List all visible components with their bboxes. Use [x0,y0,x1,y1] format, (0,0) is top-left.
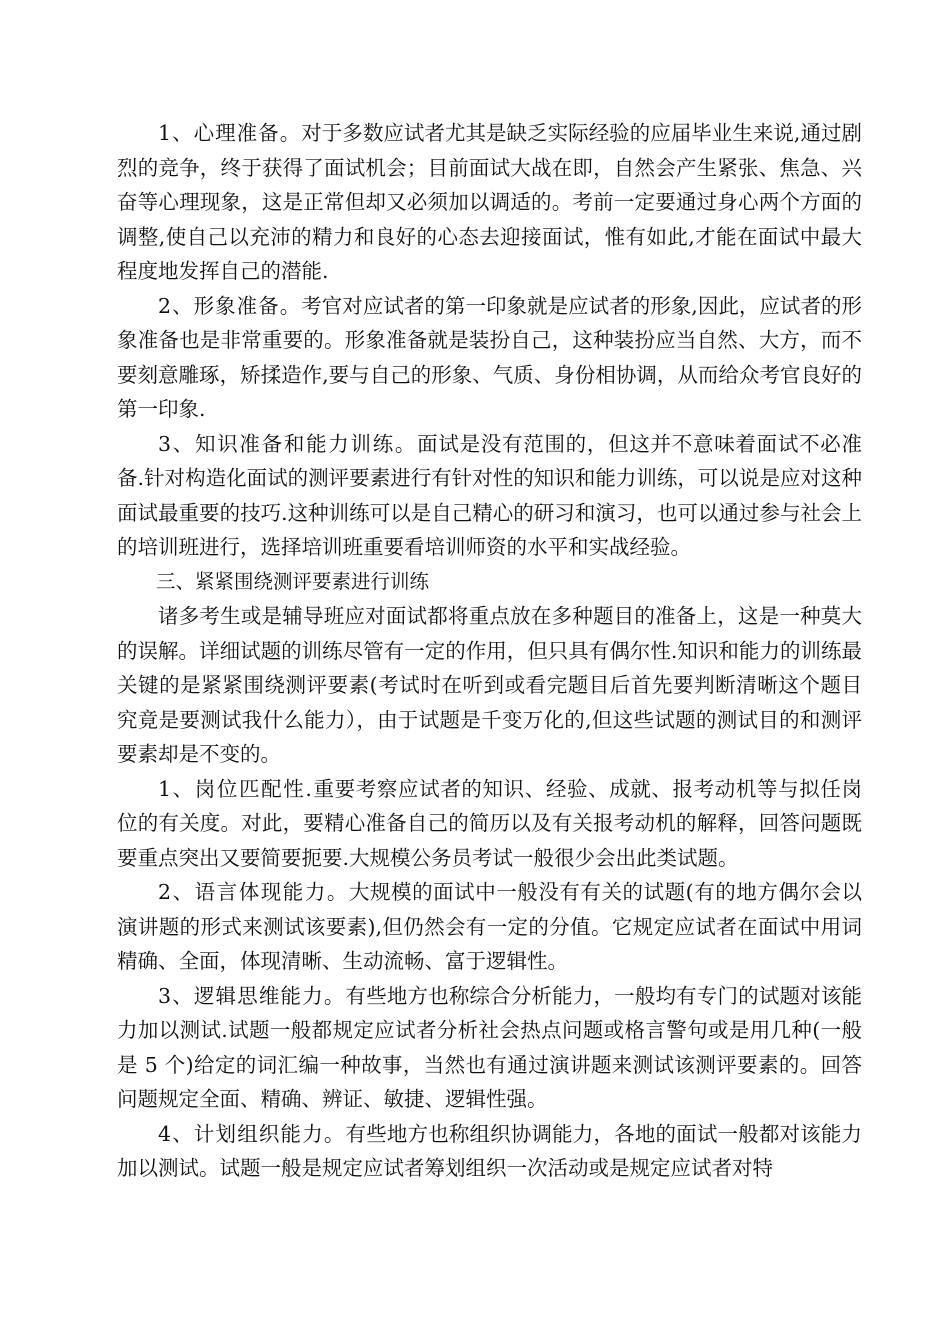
paragraph-language-ability [117,875,862,979]
paragraph-lead: 3、知识准备和能力训练。 [158,431,418,456]
paragraph-text: 有些地方也称组织协调能力，各地的面试一般都对该能力加以测试。试题一般是规定应试者筹划组织一次活动或是规定应试者对特 [117,1121,862,1180]
paragraph-lead: 1、岗位匹配性. [158,776,313,801]
paragraph-section-intro: 诸多考生或是辅导班应对面试都将重点放在多种题目的准备上，这是一种莫大的误解。详细试题的训练尽管有一定的作用，但只具有偶尔性.知识和能力的训练最关键的是紧紧围绕测评要素(考试时在听到或看完题目后首先要判断清晰这个题目究竟是要测试我什么能力），由于试题是千变万化的,但这些试题的测试目的和测评要素却是不变的。 [117,604,862,766]
section-heading: 三、紧紧围绕测评要素进行训练 [156,569,430,593]
paragraph-lead: 1、心理准备。 [158,121,302,145]
paragraph-lead: 2、语言体现能力。 [158,880,349,904]
paragraph-text: 对于多数应试者尤其是缺乏实际经验的应届毕业生来说,通过剧烈的竞争，终于获得了面试机会；目前面试大战在即，自然会产生紧张、焦急、兴奋等心理现象，这是正常但却又必须加以调适的。考前一定要通过身心两个方面的调整,使自己以充沛的精力和良好的心态去迎接面试，惟有如此,才能在面试中最大程度地发挥自己的潜能. [117,121,863,283]
paragraph-text: 重要考察应试者的知识、经验、成就、报考动机等与拟任岗位的有关度。对此，要精心准备自己的简历以及有关报考动机的解释，回答问题既要重点突出又要简要扼要.大规模公务员考试一般很少会出此类试题。 [117,776,863,870]
paragraph-psychological-prep [117,116,862,289]
paragraph-text: 有些地方也称综合分析能力，一般均有专门的试题对该能力加以测试.试题一般都规定应试者分析社会热点问题或格言警句或是用几种(一般是 5 个)给定的词汇编一种故事，当然也有通过演讲题来测试该测评要素的。回答问题规定全面、精确、辨证、敏捷、逻辑性强。 [117,983,862,1111]
paragraph-lead: 4、计划组织能力。 [158,1121,346,1146]
paragraph-image-prep [117,289,862,427]
paragraph-text: 面试是没有范围的，但这并不意味着面试不必准备.针对构造化面试的测评要素进行有针对性的知识和能力训练，可以说是应对这种面试最重要的技巧.这种训练可以是自己精心的研习和演习，也可以通过参与社会上的培训班进行，选择培训班重要看培训师资的水平和实战经验。 [117,431,863,559]
paragraph-text: 考官对应试者的第一印象就是应试者的形象,因此，应试者的形象准备也是非常重要的。形象准备就是装扮自己，这种装扮应当自然、大方，而不要刻意雕琢，矫揉造作,要与自己的形象、气质、身份相协调，从而给众考官良好的第一印象. [117,293,863,421]
paragraph-job-match [117,772,862,876]
paragraph-lead: 2、形象准备。 [158,293,302,318]
paragraph-logic-ability [117,979,862,1117]
paragraph-text: 大规模的面试中一般没有有关的试题(有的地方偶尔会以演讲题的形式来测试该要素),但仍然会有一定的分值。它规定应试者在面试中用词精确、全面，体现清晰、生动流畅、富于逻辑性。 [117,880,863,973]
paragraph-planning-ability [117,1117,862,1186]
paragraph-lead: 3、逻辑思维能力。 [158,983,346,1008]
paragraph-knowledge-prep [117,427,862,565]
document-body [117,116,862,1186]
